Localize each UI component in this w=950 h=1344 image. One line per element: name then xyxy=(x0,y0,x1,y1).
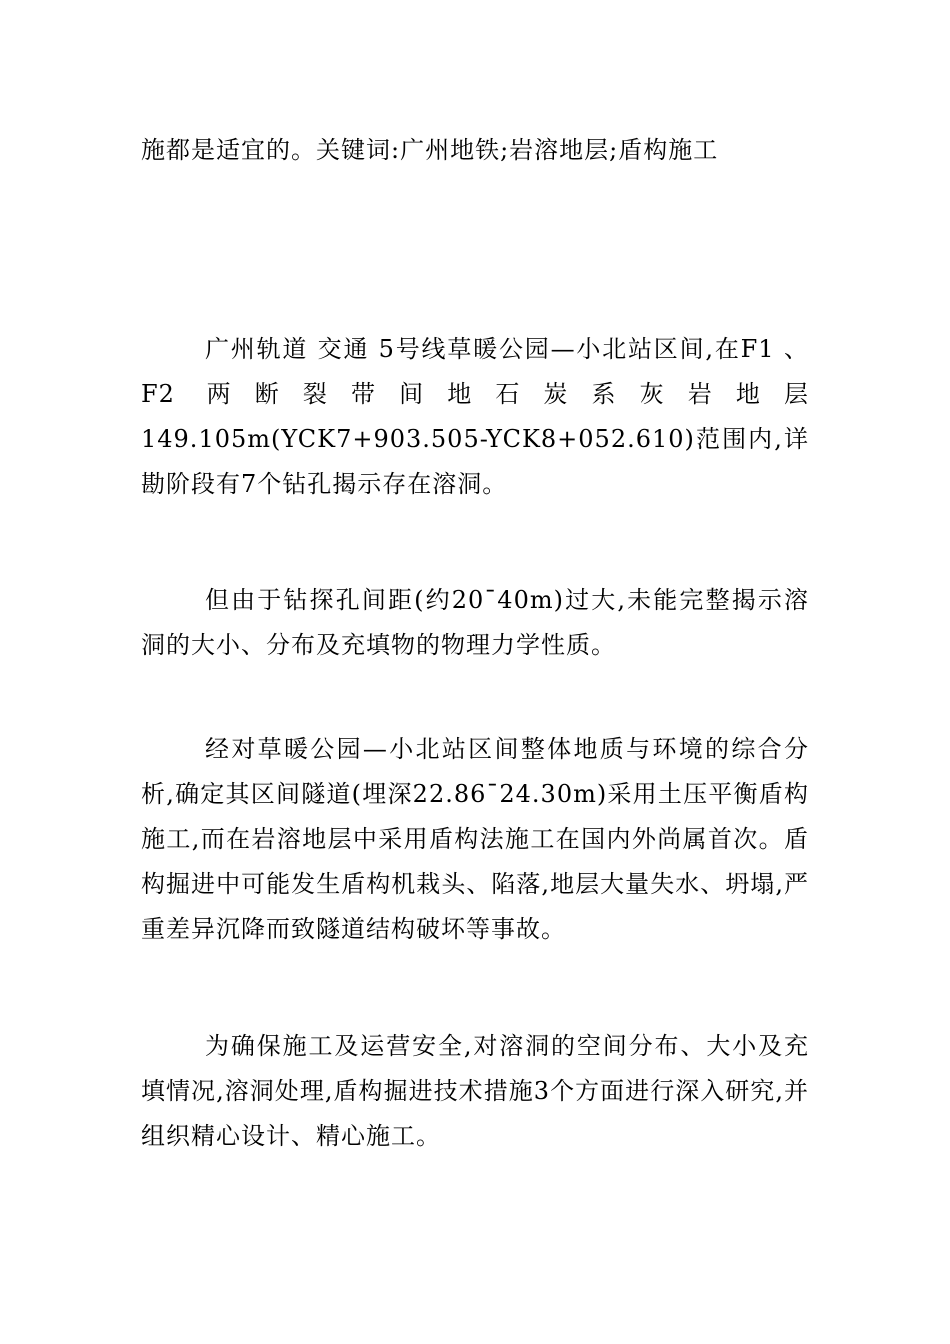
paragraph-safety-measures: 为确保施工及运营安全,对溶洞的空间分布、大小及充填情况,溶洞处理,盾构掘进技术措施3个方面进行深入研究,并组织精心设计、精心施工。 xyxy=(141,1032,809,1150)
paragraph-construction-method: 经对草暖公园—小北站区间整体地质与环境的综合分析,确定其区间隧道(埋深22.86¯24.30m)采用土压平衡盾构施工,而在岩溶地层中采用盾构法施工在国内外尚属首次。盾构掘进中可能发生盾构机栽头、陷落,地层大量失水、坍塌,严重差异沉降而致隧道结构破坏等事故。 xyxy=(141,735,809,943)
paragraph-keywords: 施都是适宜的。关键词:广州地铁;岩溶地层;盾构施工 xyxy=(141,136,719,164)
paragraph-drilling-spacing: 但由于钻探孔间距(约20¯40m)过大,未能完整揭示溶洞的大小、分布及充填物的物理力学性质。 xyxy=(141,586,809,659)
paragraph-project-overview: 广州轨道 交通 5号线草暖公园—小北站区间,在F1 、 F2 两断裂带间地石炭系灰岩地层149.105m(YCK7+903.505-YCK8+052.610)范围内,详勘阶段有7个钻孔揭示存在溶洞。 xyxy=(141,335,809,498)
